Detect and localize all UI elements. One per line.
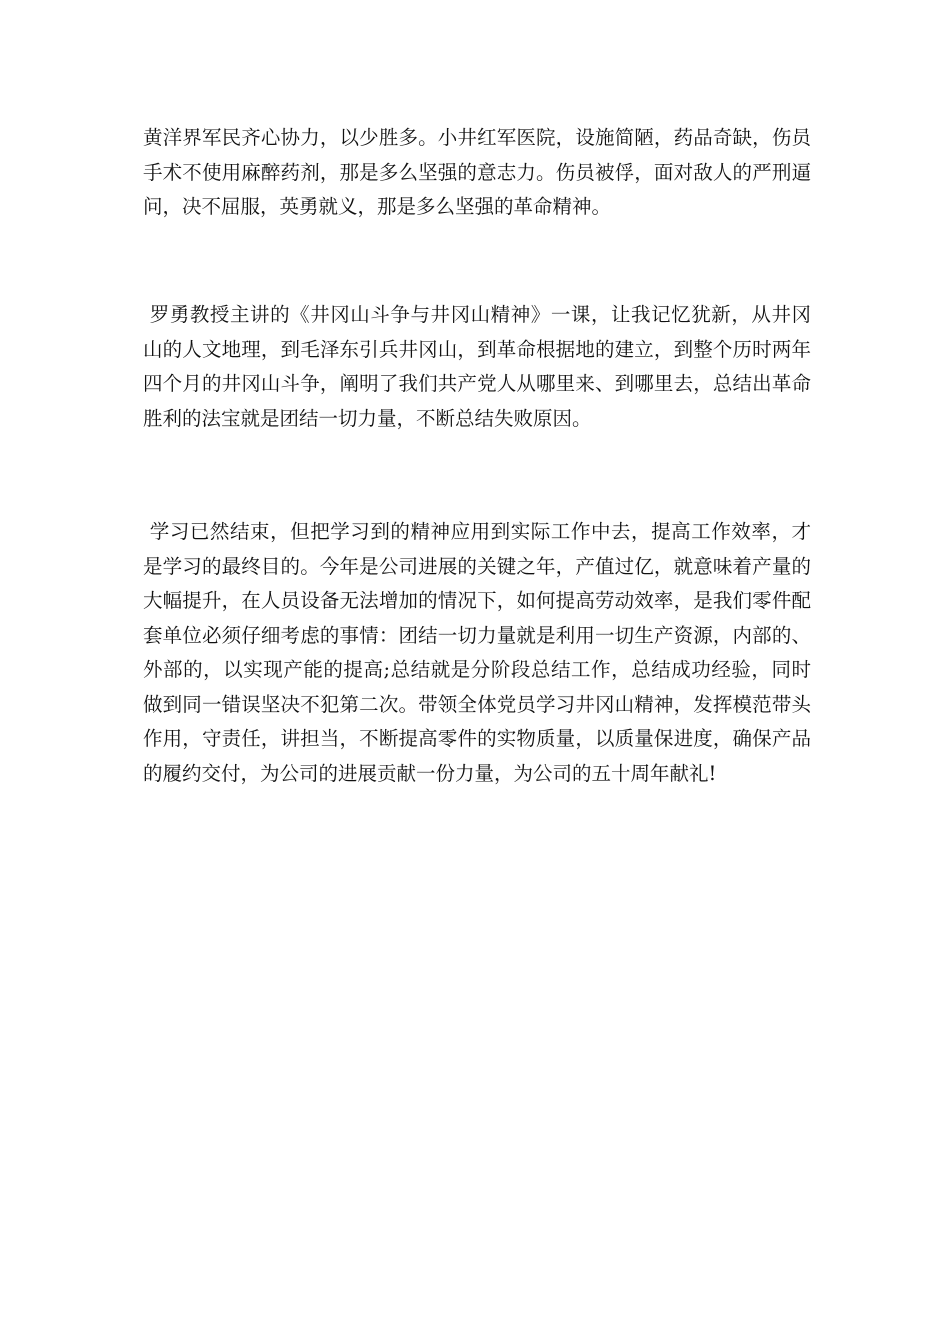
paragraph-3: 学习已然结束，但把学习到的精神应用到实际工作中去，提高工作效率，才是学习的最终目的。今年是公司进展的关键之年，产值过亿，就意味着产量的大幅提升，在人员设备无法增加的情况下，如何提高劳动效率，是我们零件配套单位必须仔细考虑的事情：团结一切力量就是利用一切生产资源，内部的、外部的，以实现产能的提高;总结就是分阶段总结工作，总结成功经验，同时做到同一错误坚决不犯第二次。带领全体党员学习井冈山精神，发挥模范带头作用，守责任，讲担当，不断提高零件的实物质量，以质量保进度，确保产品的履约交付，为公司的进展贡献一份力量，为公司的五十周年献礼!	[143, 520, 811, 785]
paragraph-2: 罗勇教授主讲的《井冈山斗争与井冈山精神》一课，让我记忆犹新，从井冈山的人文地理，到毛泽东引兵井冈山，到革命根据地的建立，到整个历时两年四个月的井冈山斗争，阐明了我们共产党人从哪里来、到哪里去，总结出革命胜利的法宝就是团结一切力量，不断总结失败原因。	[143, 303, 811, 430]
paragraph-1: 黄洋界军民齐心协力，以少胜多。小井红军医院，设施简陋，药品奇缺，伤员手术不使用麻醉药剂，那是多么坚强的意志力。伤员被俘，面对敌人的严刑逼问，决不屈服，英勇就义，那是多么坚强的革命精神。	[143, 126, 811, 218]
